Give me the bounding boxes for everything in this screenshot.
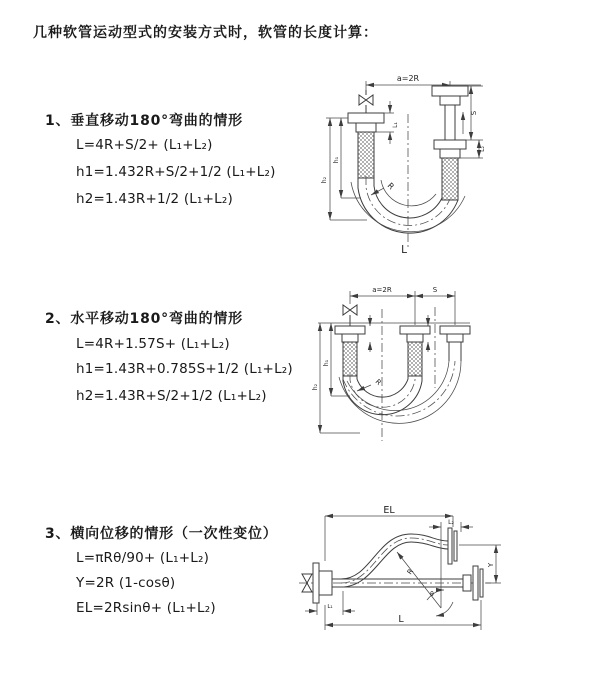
dim-label-r: R [373, 377, 383, 387]
dim-l [325, 600, 481, 630]
right-flange-assembly [432, 86, 468, 200]
section-2-formula-h1: h1=1.43R+0.785S+1/2 (L₁+L₂) [76, 361, 293, 377]
dim-label-r: R [405, 567, 416, 577]
dim-label-a2r: a=2R [372, 286, 392, 294]
section-2-formula-L: L=4R+1.57S+ (L₁+L₂) [76, 336, 230, 352]
dim-label-h2: h₂ [321, 176, 328, 184]
dim-label-s: S [432, 286, 438, 294]
upper-flange [448, 528, 457, 564]
dim-label-a2r: a=2R [396, 74, 420, 83]
dim-label-el: EL [383, 505, 395, 516]
valve-icon [359, 90, 373, 113]
radius-callout [357, 378, 383, 391]
radius-callout [397, 552, 441, 608]
section-1-heading: 1、垂直移动180°弯曲的情形 [45, 113, 243, 129]
dim-label-s: S [470, 110, 478, 116]
section-3-formula-L: L=πRθ/90+ (L₁+L₂) [76, 550, 210, 566]
shifted-flange-assembly [440, 326, 470, 361]
section-1-formula-h2: h2=1.43R+1/2 (L₁+L₂) [76, 191, 233, 207]
left-flange-assembly [313, 563, 332, 603]
dim-label-y: Y [487, 562, 495, 568]
dim-label-r: R [385, 181, 396, 192]
dim-label-l1: L₁ [327, 604, 333, 610]
dim-label-l1: L₁ [392, 122, 399, 128]
left-flange-assembly [348, 113, 384, 178]
section-1-formula-h1: h1=1.432R+S/2+1/2 (L₁+L₂) [76, 164, 276, 180]
section-2-heading: 2、水平移动180°弯曲的情形 [45, 311, 243, 327]
dim-label-h1: h₁ [323, 359, 330, 367]
middle-flange-assembly [400, 326, 430, 376]
dim-label-h2: h₂ [312, 383, 319, 391]
dim-label-l: L [401, 244, 407, 256]
section-3-formula-EL: EL=2Rsinθ+ (L₁+L₂) [76, 600, 216, 616]
diagram-lateral-displacement [293, 503, 593, 650]
dim-label-l: L [398, 614, 404, 625]
page-title: 几种软管运动型式的安装方式时，软管的长度计算： [33, 25, 378, 41]
dim-label-l2: L₂ [448, 519, 454, 526]
diagram-vertical-180-bend [293, 68, 593, 270]
dim-label-theta: θ [430, 591, 434, 598]
left-flange-assembly [335, 326, 365, 376]
section-3-formula-Y: Y=2R (1-cosθ) [76, 575, 176, 591]
dim-label-h1: h₁ [333, 156, 340, 164]
diagram-horizontal-180-bend [298, 281, 598, 458]
section-1-formula-L: L=4R+S/2+ (L₁+L₂) [76, 137, 213, 153]
dim-label-l2: L₂ [479, 146, 486, 152]
section-2-formula-h2: h2=1.43R+S/2+1/2 (L₁+L₂) [76, 388, 267, 404]
dim-a2r-s [350, 286, 455, 325]
section-3-heading: 3、横向位移的情形（一次性变位） [45, 526, 278, 542]
